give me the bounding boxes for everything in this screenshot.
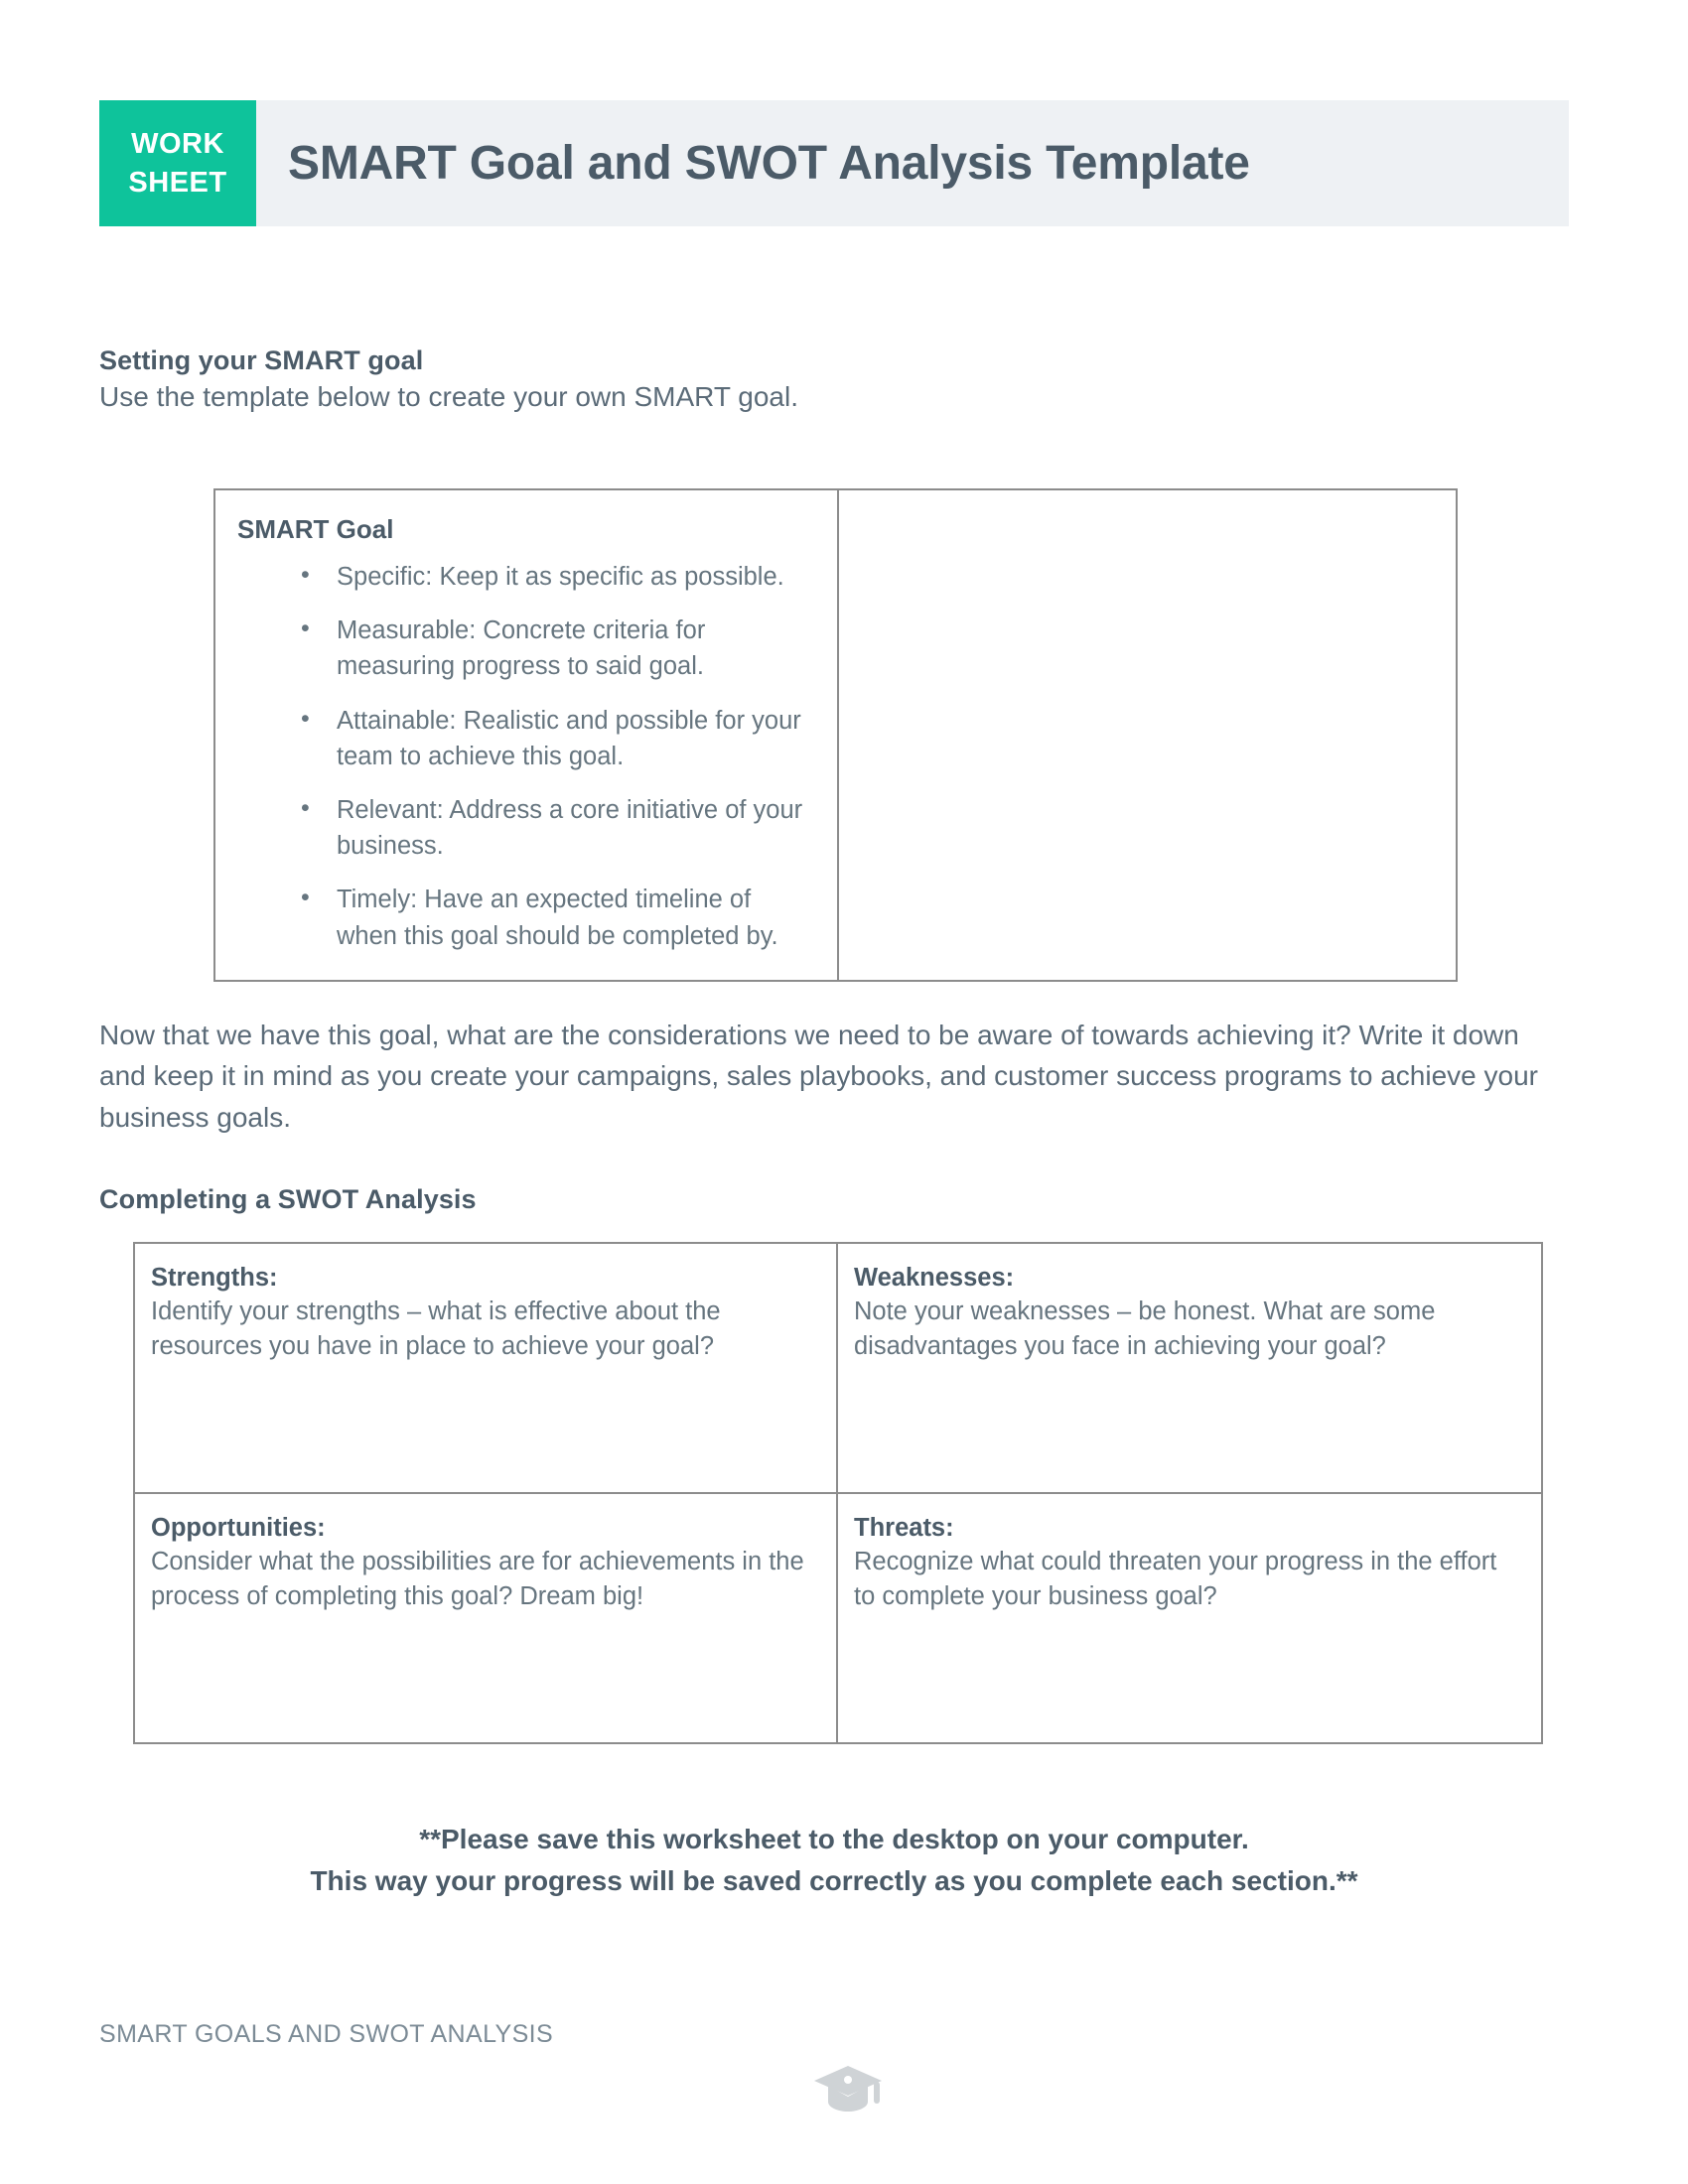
- note-line-1: **Please save this worksheet to the desktop on your computer.: [419, 1824, 1249, 1854]
- swot-analysis-table: [133, 1242, 1543, 1744]
- smart-section-intro: Use the template below to create your own SMART goal.: [99, 381, 798, 412]
- table-row: [135, 1244, 1541, 1494]
- swot-cell-opportunities[interactable]: [135, 1494, 838, 1742]
- swot-cell-title: Threats:: [854, 1514, 954, 1542]
- save-instruction-note: [99, 1819, 1569, 1902]
- swot-cell-description: Consider what the possibilities are for achievements in the process of completing this goal? Dream big!: [151, 1548, 804, 1611]
- note-line-2: This way your progress will be saved correctly as you complete each section.**: [310, 1865, 1358, 1896]
- page-header: [99, 100, 1569, 226]
- list-item: • Measurable: Concrete criteria for measuring progress to said goal.: [299, 613, 817, 684]
- swot-cell-description: Identify your strengths – what is effective about the resources you have in place to achieve your goal?: [151, 1297, 721, 1361]
- swot-cell-title: Weaknesses:: [854, 1264, 1015, 1292]
- swot-cell-strengths[interactable]: [135, 1244, 838, 1492]
- page-title: SMART Goal and SWOT Analysis Template: [288, 137, 1250, 190]
- smart-criteria-list: [237, 559, 817, 954]
- smart-goal-criteria-cell: [215, 490, 839, 980]
- smart-goal-answer-field[interactable]: [839, 490, 1456, 980]
- list-item: • Timely: Have an expected timeline of when this goal should be completed by.: [299, 882, 817, 953]
- graduation-cap-icon: [812, 2060, 884, 2116]
- badge-line-1: WORK: [131, 127, 224, 160]
- smart-section-heading: Setting your SMART goal: [99, 345, 424, 375]
- smart-followup-paragraph: Now that we have this goal, what are the considerations we need to be aware of towards achieving it? Write it down and keep it in mind as you create your campaigns, sales playbooks, and customer success programs to achieve your business goals.: [99, 1020, 1538, 1133]
- swot-cell-description: Recognize what could threaten your progress in the effort to complete your business goal?: [854, 1548, 1497, 1611]
- list-item: • Specific: Keep it as specific as possible.: [299, 559, 817, 595]
- swot-cell-description: Note your weaknesses – be honest. What are some disadvantages you face in achieving your goal?: [854, 1297, 1436, 1361]
- swot-cell-title: Strengths:: [151, 1264, 278, 1292]
- badge-line-2: SHEET: [128, 166, 227, 199]
- smart-goal-table: [213, 488, 1458, 982]
- worksheet-badge: [99, 100, 256, 226]
- smart-section: [99, 345, 1569, 417]
- list-item: • Relevant: Address a core initiative of your business.: [299, 792, 817, 864]
- list-item: • Attainable: Realistic and possible for your team to achieve this goal.: [299, 703, 817, 774]
- swot-cell-title: Opportunities:: [151, 1514, 326, 1542]
- footer-label: SMART GOALS AND SWOT ANALYSIS: [99, 2020, 554, 2048]
- table-row: [135, 1494, 1541, 1742]
- smart-section-followup: [99, 1015, 1559, 1138]
- swot-cell-weaknesses[interactable]: [838, 1244, 1541, 1492]
- smart-goal-label: SMART Goal: [237, 514, 394, 544]
- swot-section-heading: Completing a SWOT Analysis: [99, 1184, 477, 1214]
- swot-cell-threats[interactable]: [838, 1494, 1541, 1742]
